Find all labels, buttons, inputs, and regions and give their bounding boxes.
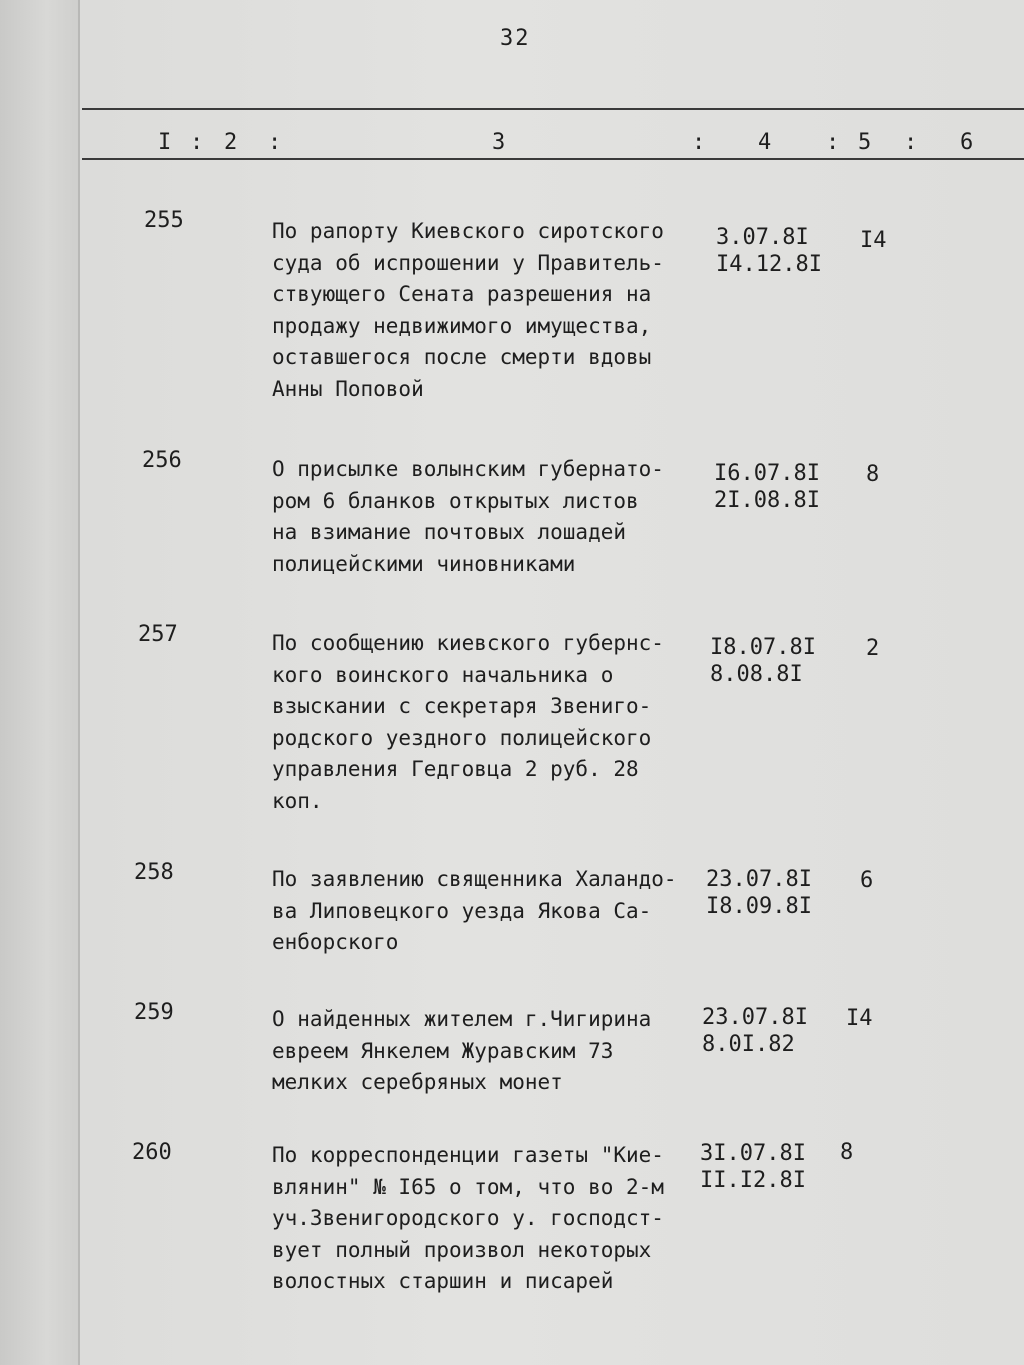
column-header-2: 2 (224, 130, 238, 155)
description-line: уч.Звенигородского у. господст- (272, 1206, 664, 1230)
record-dates (700, 1140, 806, 1194)
description-line: О присылке волынским губернато- (272, 457, 664, 481)
record-dates (714, 460, 820, 514)
description-line: ром 6 бланков открытых листов (272, 488, 639, 513)
record-description (272, 1140, 702, 1298)
description-line: По сообщению киевского губернс- (272, 631, 664, 655)
date-end: I8.09.8I (706, 894, 812, 919)
sheet-count: 2 (866, 636, 880, 661)
description-line: евреем Янкелем Журавским 73 (272, 1038, 614, 1063)
description-line: енборского (272, 930, 399, 954)
description-line: управления Гедговца 2 руб. 28 (272, 757, 639, 781)
record-dates (706, 866, 812, 920)
description-line: О найденных жителем г.Чигирина (272, 1007, 652, 1031)
column-header-6: 6 (960, 130, 974, 155)
record-number: 259 (134, 1000, 174, 1025)
record-number: 257 (138, 622, 178, 647)
description-line: родского уездного полицейского (272, 725, 652, 750)
date-start: 3.07.8I (716, 225, 809, 250)
header-bottom-rule (82, 158, 1024, 160)
column-header-1: I (158, 130, 172, 155)
column-header-5: 5 (858, 130, 872, 155)
left-page-edge (0, 0, 80, 1365)
record-number: 255 (144, 208, 184, 233)
sheet-count: I4 (860, 228, 887, 253)
date-start: I6.07.8I (714, 461, 820, 486)
date-end: I4.12.8I (716, 252, 822, 277)
description-line: вует полный произвол некоторых (272, 1237, 652, 1262)
description-line: ствующего Сената разрешения на (272, 282, 652, 306)
description-line: суда об испрошении у Правитель- (272, 250, 664, 275)
record-description (272, 864, 702, 959)
description-line: на взимание почтовых лошадей (272, 520, 627, 544)
record-dates (702, 1004, 808, 1058)
description-line: По заявлению священника Халандо- (272, 867, 677, 891)
description-line: волостных старшин и писарей (272, 1269, 614, 1293)
sheet-count: 8 (840, 1140, 854, 1165)
sheet-count: I4 (846, 1006, 873, 1031)
record-description (272, 216, 702, 405)
description-line: продажу недвижимого имущества, (272, 313, 652, 338)
record-number: 260 (132, 1140, 172, 1165)
date-end: II.I2.8I (700, 1168, 806, 1193)
description-line: коп. (272, 788, 323, 813)
page-number: 32 (500, 26, 531, 51)
date-end: 8.0I.82 (702, 1032, 795, 1057)
description-line: полицейскими чиновниками (272, 551, 576, 576)
date-end: 2I.08.8I (714, 488, 820, 513)
description-line: ва Липовецкого уезда Якова Са- (272, 898, 652, 923)
column-separator: : (190, 130, 204, 155)
date-end: 8.08.8I (710, 662, 803, 687)
description-line: По корреспонденции газеты "Кие- (272, 1143, 664, 1167)
date-start: 3I.07.8I (700, 1141, 806, 1166)
date-start: 23.07.8I (706, 867, 812, 892)
description-line: взыскании с секретаря Звениго- (272, 694, 652, 718)
column-separator: : (692, 130, 706, 155)
column-header-3: 3 (492, 130, 506, 155)
record-description (272, 1004, 702, 1099)
description-line: Анны Поповой (272, 376, 424, 401)
record-number: 256 (142, 448, 182, 473)
record-number: 258 (134, 860, 174, 885)
column-header-4: 4 (758, 130, 772, 155)
column-separator: : (826, 130, 840, 155)
sheet-count: 6 (860, 868, 874, 893)
description-line: кого воинского начальника о (272, 662, 614, 687)
description-line: оставшегося после смерти вдовы (272, 345, 652, 369)
record-dates (716, 224, 822, 278)
date-start: I8.07.8I (710, 635, 816, 660)
record-dates (710, 634, 816, 688)
column-separator: : (904, 130, 918, 155)
record-description (272, 454, 702, 580)
record-description (272, 628, 702, 817)
description-line: По рапорту Киевского сиротского (272, 219, 664, 243)
description-line: мелких серебряных монет (272, 1070, 563, 1094)
date-start: 23.07.8I (702, 1005, 808, 1030)
column-separator: : (268, 130, 282, 155)
description-line: влянин" № I65 о том, что во 2-м (272, 1174, 664, 1199)
sheet-count: 8 (866, 462, 880, 487)
header-top-rule (82, 108, 1024, 110)
